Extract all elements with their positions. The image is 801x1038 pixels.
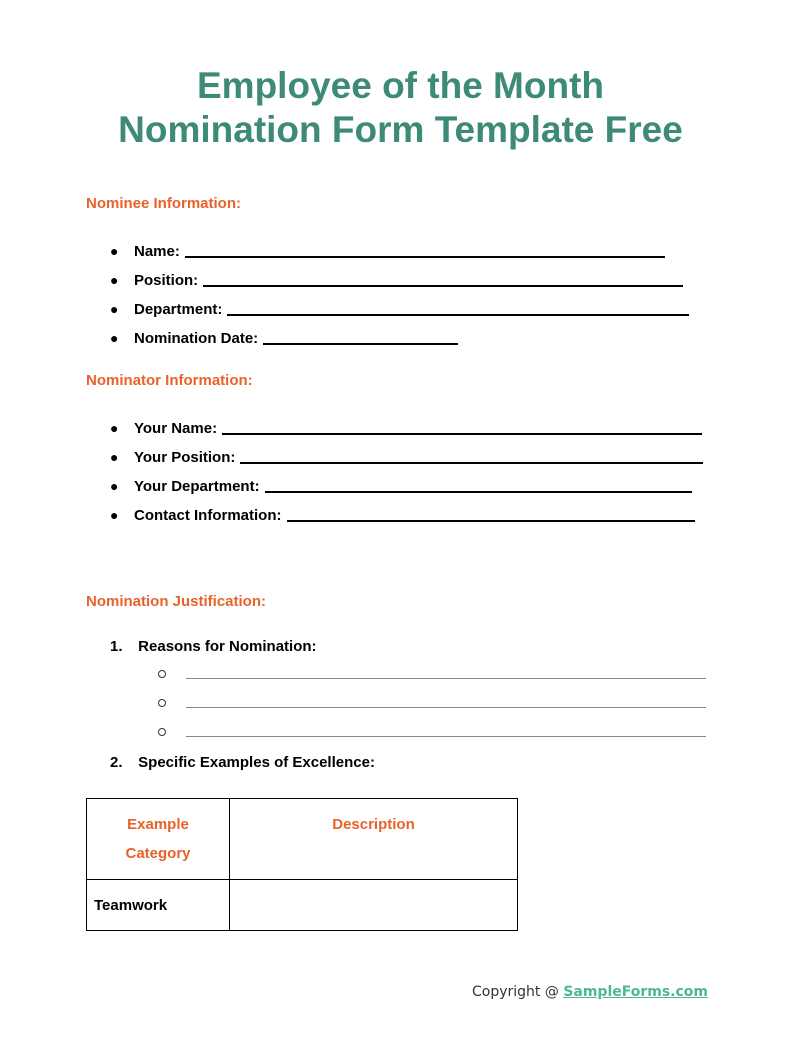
nomination-date-input-line[interactable] (263, 329, 458, 345)
reasons-item (110, 638, 317, 655)
name-input-line[interactable] (185, 242, 665, 258)
bullet-icon: ● (110, 507, 119, 523)
field-your-position (110, 446, 703, 466)
reasons-label: Reasons for Nomination: (138, 638, 317, 655)
hollow-bullet-icon (158, 728, 166, 736)
field-label: Position: (134, 272, 199, 289)
field-label: Your Name: (134, 420, 218, 437)
category-cell[interactable]: Teamwork (87, 880, 230, 931)
reason-input-line[interactable] (186, 736, 706, 737)
list-number: 1. (110, 638, 123, 655)
bullet-icon: ● (110, 272, 119, 288)
header-cell-description (230, 799, 518, 880)
sampleforms-link[interactable]: SampleForms.com (563, 984, 709, 1000)
bullet-icon: ● (110, 420, 119, 436)
field-label: Your Position: (134, 449, 236, 466)
title-line-1: Employee of the Month (197, 65, 604, 106)
copyright-prefix: Copyright @ (472, 984, 564, 1000)
reason-line-1[interactable] (158, 670, 166, 678)
reason-line-2[interactable] (158, 699, 166, 707)
field-nomination-date (110, 327, 458, 347)
header-category-line2: Category (125, 845, 191, 862)
bullet-icon: ● (110, 243, 119, 259)
field-contact-information (110, 504, 695, 524)
position-input-line[interactable] (203, 271, 683, 287)
your-name-input-line[interactable] (222, 419, 702, 435)
reason-input-line[interactable] (186, 707, 706, 708)
description-cell[interactable] (230, 880, 518, 931)
field-label: Name: (134, 243, 180, 260)
nominator-heading: Nominator Information: (86, 372, 253, 389)
title-line-2: Nomination Form Template Free (118, 109, 683, 150)
field-your-name (110, 417, 702, 437)
header-description: Description (332, 816, 415, 833)
field-label: Nomination Date: (134, 330, 259, 347)
bullet-icon: ● (110, 449, 119, 465)
field-label: Your Department: (134, 478, 260, 495)
field-position (110, 269, 683, 289)
field-your-department (110, 475, 692, 495)
table-header-row (87, 799, 518, 880)
hollow-bullet-icon (158, 699, 166, 707)
examples-item (110, 754, 375, 771)
field-department (110, 298, 689, 318)
your-position-input-line[interactable] (240, 448, 703, 464)
list-number: 2. (110, 754, 123, 771)
copyright-footer (472, 984, 708, 1000)
field-label: Department: (134, 301, 223, 318)
header-category-line1: Example (127, 816, 189, 833)
header-cell-category (87, 799, 230, 880)
table-row (87, 880, 518, 931)
department-input-line[interactable] (227, 300, 689, 316)
bullet-icon: ● (110, 330, 119, 346)
justification-heading: Nomination Justification: (86, 593, 266, 610)
bullet-icon: ● (110, 301, 119, 317)
examples-label: Specific Examples of Excellence: (138, 754, 375, 771)
reason-input-line[interactable] (186, 678, 706, 679)
field-name (110, 240, 665, 260)
your-department-input-line[interactable] (265, 477, 692, 493)
field-label: Contact Information: (134, 507, 282, 524)
contact-information-input-line[interactable] (287, 506, 695, 522)
examples-table (86, 798, 518, 931)
reason-line-3[interactable] (158, 728, 166, 736)
bullet-icon: ● (110, 478, 119, 494)
nominee-heading: Nominee Information: (86, 195, 242, 212)
hollow-bullet-icon (158, 670, 166, 678)
